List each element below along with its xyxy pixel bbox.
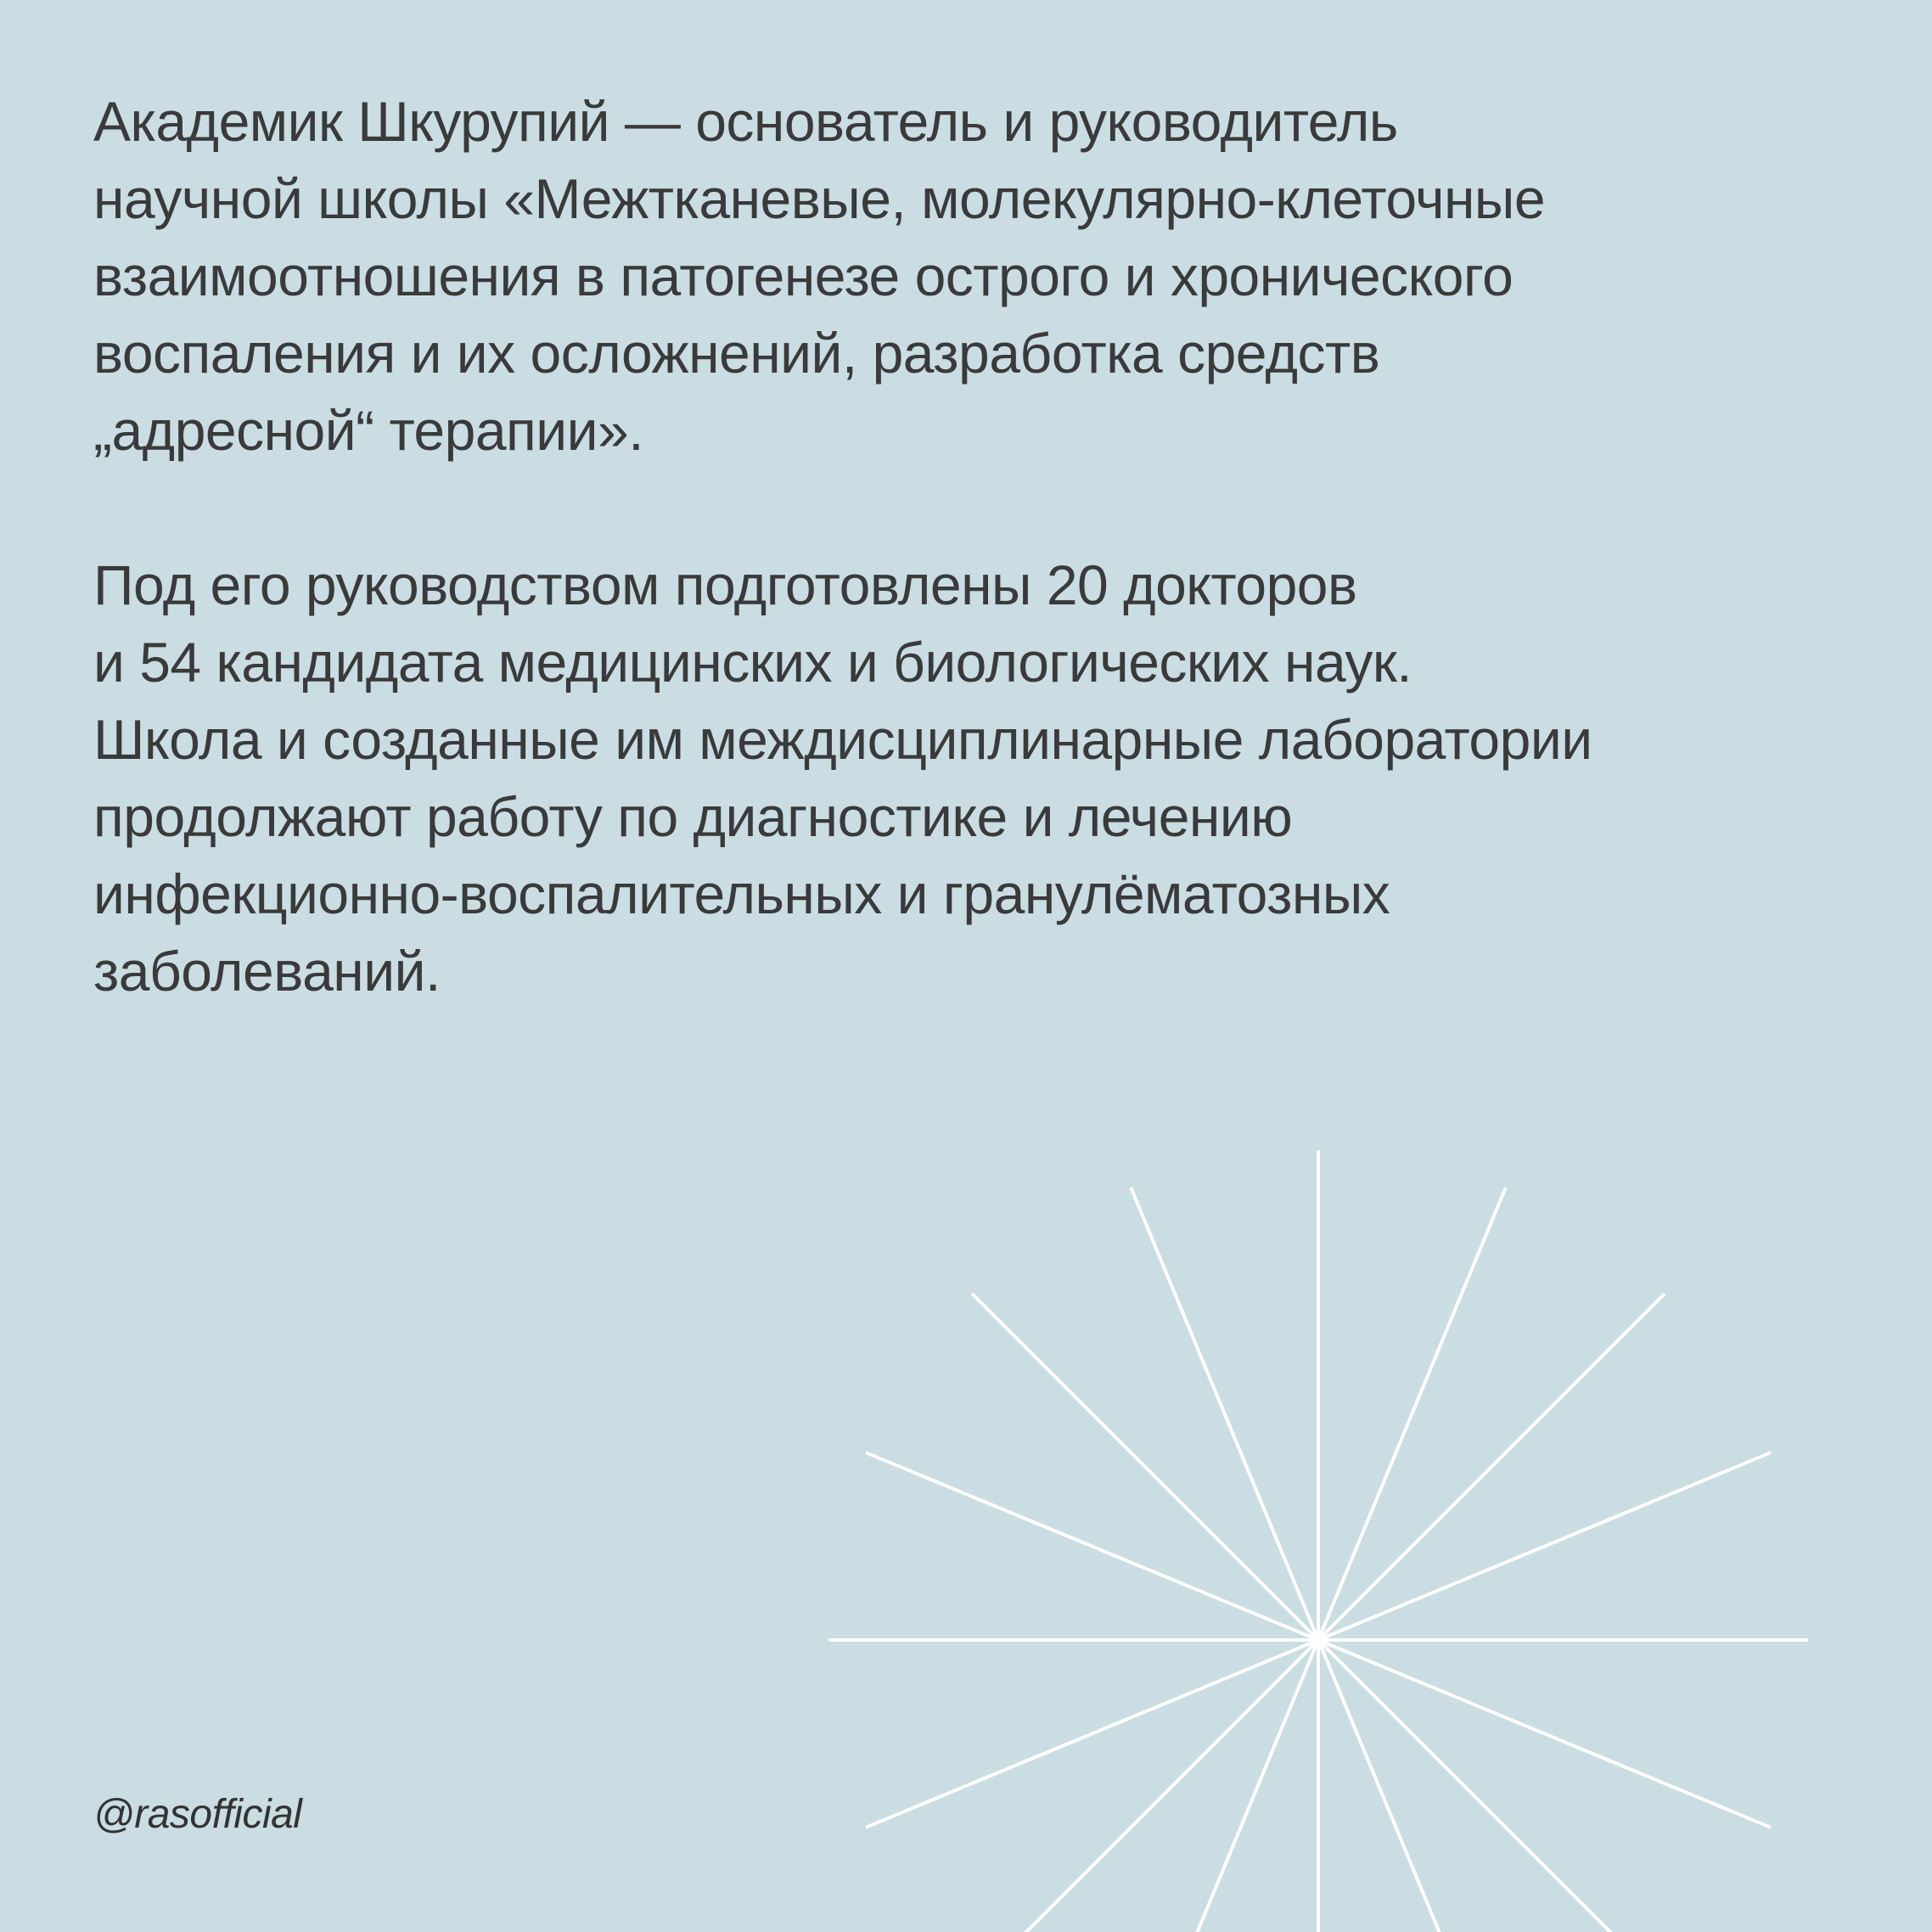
- paragraph-line: и 54 кандидата медицинских и биологических наук.: [93, 631, 1412, 694]
- paragraph-line: продолжают работу по диагностике и лечению: [93, 785, 1293, 848]
- starburst-ray: [1318, 1188, 1506, 1640]
- paragraph-line: инфекционно-воспалительных и гранулёматозных: [93, 862, 1390, 925]
- starburst-ray: [972, 1640, 1318, 1932]
- paragraph-line: Академик Шкурупий — основатель и руководитель: [93, 90, 1398, 153]
- social-handle: @rasofficial: [93, 1792, 302, 1837]
- paragraph-line: воспаления и их осложнений, разработка средств: [93, 322, 1380, 385]
- main-text: [93, 83, 1876, 1010]
- paragraph-line: научной школы «Межтканевые, молекулярно-клеточные: [93, 167, 1546, 230]
- paragraph-line: заболеваний.: [93, 940, 441, 1003]
- starburst-ray: [1318, 1640, 1771, 1828]
- starburst-ray: [1318, 1452, 1771, 1640]
- paragraph-line: Под его руководством подготовлены 20 докторов: [93, 553, 1357, 616]
- paragraph-line: взаимоотношения в патогенезе острого и хронического: [93, 244, 1514, 307]
- starburst-ray: [1131, 1640, 1318, 1932]
- starburst-ray: [866, 1452, 1318, 1640]
- paragraph-line: Школа и созданные им междисциплинарные лаборатории: [93, 708, 1592, 771]
- starburst-ray: [1318, 1640, 1665, 1932]
- paragraph-1: [93, 83, 1876, 469]
- paragraph-line: „адресной“ терапии».: [93, 399, 644, 462]
- starburst-ray: [866, 1640, 1318, 1828]
- paragraph-2: [93, 547, 1876, 1010]
- paragraph-spacer: [93, 469, 1876, 547]
- starburst-ray: [972, 1294, 1318, 1640]
- starburst-ray: [1131, 1188, 1318, 1640]
- starburst-ray: [1318, 1640, 1506, 1932]
- starburst-ray: [1318, 1294, 1665, 1640]
